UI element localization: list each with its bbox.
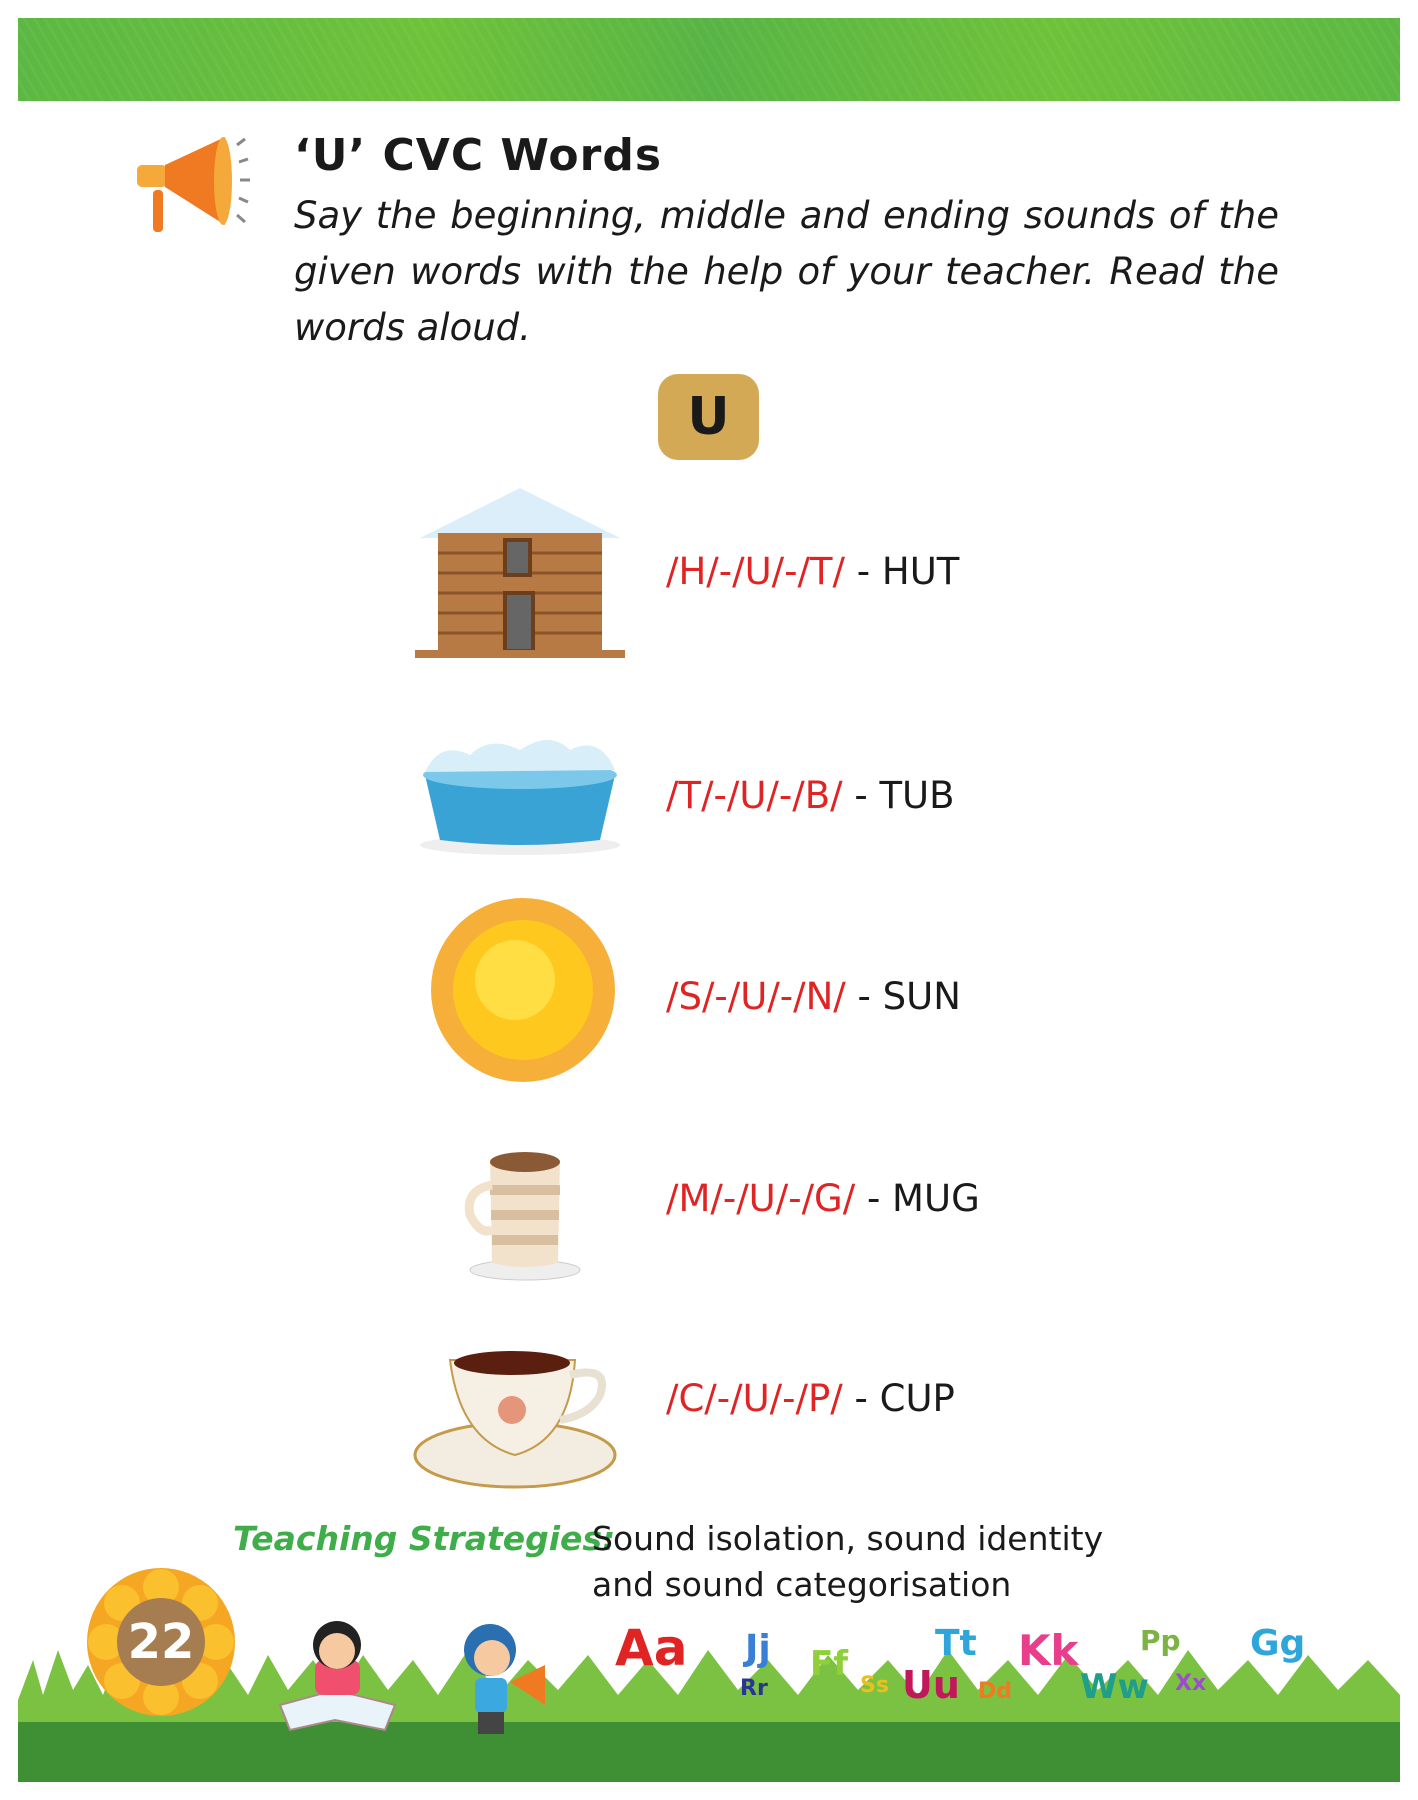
word: - MUG xyxy=(855,1177,980,1220)
decor-letter: Dd xyxy=(978,1679,1013,1700)
girl-reading-illustration xyxy=(270,1615,405,1735)
word-row-mug xyxy=(410,1105,1310,1295)
word: - HUT xyxy=(845,550,960,593)
cup-icon xyxy=(410,1315,630,1505)
top-banner xyxy=(18,18,1400,101)
decor-letter: Kk xyxy=(1018,1626,1079,1675)
decor-letter: Tt xyxy=(935,1623,977,1664)
letter-badge: U xyxy=(658,374,759,460)
decor-letter: Gg xyxy=(1250,1623,1306,1664)
decor-letter: Ff xyxy=(810,1644,849,1684)
decor-letter: Rr xyxy=(740,1676,768,1700)
boy-megaphone-illustration xyxy=(450,1620,560,1750)
decor-letter: Ww xyxy=(1080,1667,1149,1700)
word-row-sun xyxy=(410,895,1310,1085)
phonemes: /T/-/U/-/B/ xyxy=(666,774,843,817)
tub-icon xyxy=(410,700,630,890)
hut-icon xyxy=(410,478,630,668)
phonemes: /S/-/U/-/N/ xyxy=(666,975,846,1018)
word: - TUB xyxy=(842,774,955,817)
word-row-tub xyxy=(410,700,1310,890)
alphabet-decoration xyxy=(580,1610,1340,1700)
word: - SUN xyxy=(845,975,961,1018)
mug-icon xyxy=(410,1105,630,1295)
megaphone-icon xyxy=(135,135,265,235)
phonemes: /C/-/U/-/P/ xyxy=(666,1377,843,1420)
page-number: 22 xyxy=(127,1614,195,1670)
teaching-strategies xyxy=(233,1516,1104,1604)
decor-letter: Aa xyxy=(615,1619,688,1677)
decor-letter: Pp xyxy=(1140,1624,1181,1657)
word-row-hut xyxy=(410,478,1310,668)
decor-letter: Ss xyxy=(860,1673,889,1698)
decor-letter: Jj xyxy=(745,1628,771,1669)
decor-letter: Xx xyxy=(1175,1671,1207,1696)
decor-letter: Uu xyxy=(902,1663,960,1700)
page-number-badge xyxy=(86,1567,236,1717)
sun-icon xyxy=(410,895,630,1085)
instructions: Say the beginning, middle and ending sounds of the given words with the help of your teacher. Read the words aloud. xyxy=(294,194,1279,349)
word-row-cup xyxy=(410,1315,1310,1505)
page-title: ‘U’ CVC Words xyxy=(294,130,663,181)
teaching-strategies-label: Teaching Strategies: xyxy=(233,1519,616,1558)
phonemes: /H/-/U/-/T/ xyxy=(666,550,846,593)
word: - CUP xyxy=(842,1377,955,1420)
teaching-strategies-text: Sound isolation, sound identity and sound categorisation xyxy=(592,1519,1104,1604)
phonemes: /M/-/U/-/G/ xyxy=(666,1177,856,1220)
